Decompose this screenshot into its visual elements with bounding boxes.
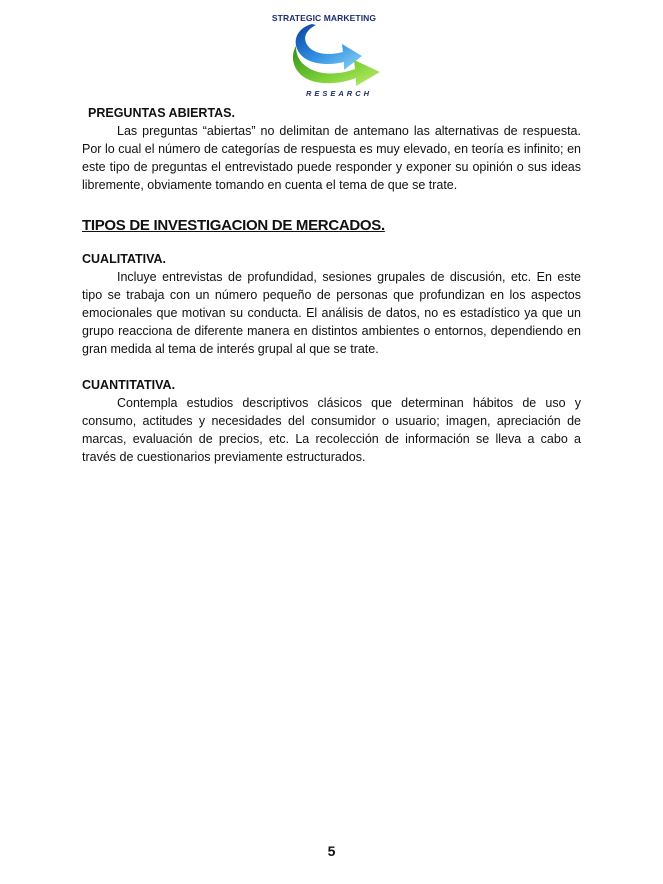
section-heading-cuantitativa: CUANTITATIVA. bbox=[82, 378, 176, 392]
section-heading-abiertas: PREGUNTAS ABIERTAS. bbox=[88, 106, 235, 120]
logo-title: STRATEGIC MARKETING bbox=[271, 13, 377, 23]
swoosh-arrows-icon bbox=[282, 22, 382, 92]
section-heading-cualitativa: CUALITATIVA. bbox=[82, 252, 167, 266]
page-number: 5 bbox=[327, 843, 336, 859]
section-heading-tipos: TIPOS DE INVESTIGACION DE MERCADOS. bbox=[82, 217, 385, 234]
logo-subtitle: RESEARCH bbox=[305, 89, 373, 98]
paragraph-abiertas: Las preguntas “abiertas” no delimitan de antemano las alternativas de respuesta. Por lo cual el número de categorías de respuesta es muy elevado, en teoría es infinito; en este tipo de preguntas el entrevistado puede responder y exponer su opinión o sus ideas libremente, obviamente tomando en cuenta el tema de que se trate. bbox=[82, 124, 581, 192]
paragraph-cuantitativa: Contempla estudios descriptivos clásicos que determinan hábitos de uso y consumo, actitudes y necesidades del consumidor o usuario; imagen, apreciación de marcas, evaluación de precios, etc. La recolección de información se lleva a cabo a través de cuestionarios previamente estructurados. bbox=[82, 396, 581, 464]
paragraph-cualitativa: Incluye entrevistas de profundidad, sesiones grupales de discusión, etc. En este tipo se trabaja con un número pequeño de personas que profundizan en los aspectos emocionales que motivan su conducta. El análisis de datos, no es estadístico ya que un grupo reacciona de diferente manera en distintos ambientes o entornos, dependiendo en gran medida al tema de interés grupal al que se trate. bbox=[82, 270, 581, 356]
document-body bbox=[82, 104, 581, 466]
strategic-marketing-logo bbox=[258, 10, 390, 102]
